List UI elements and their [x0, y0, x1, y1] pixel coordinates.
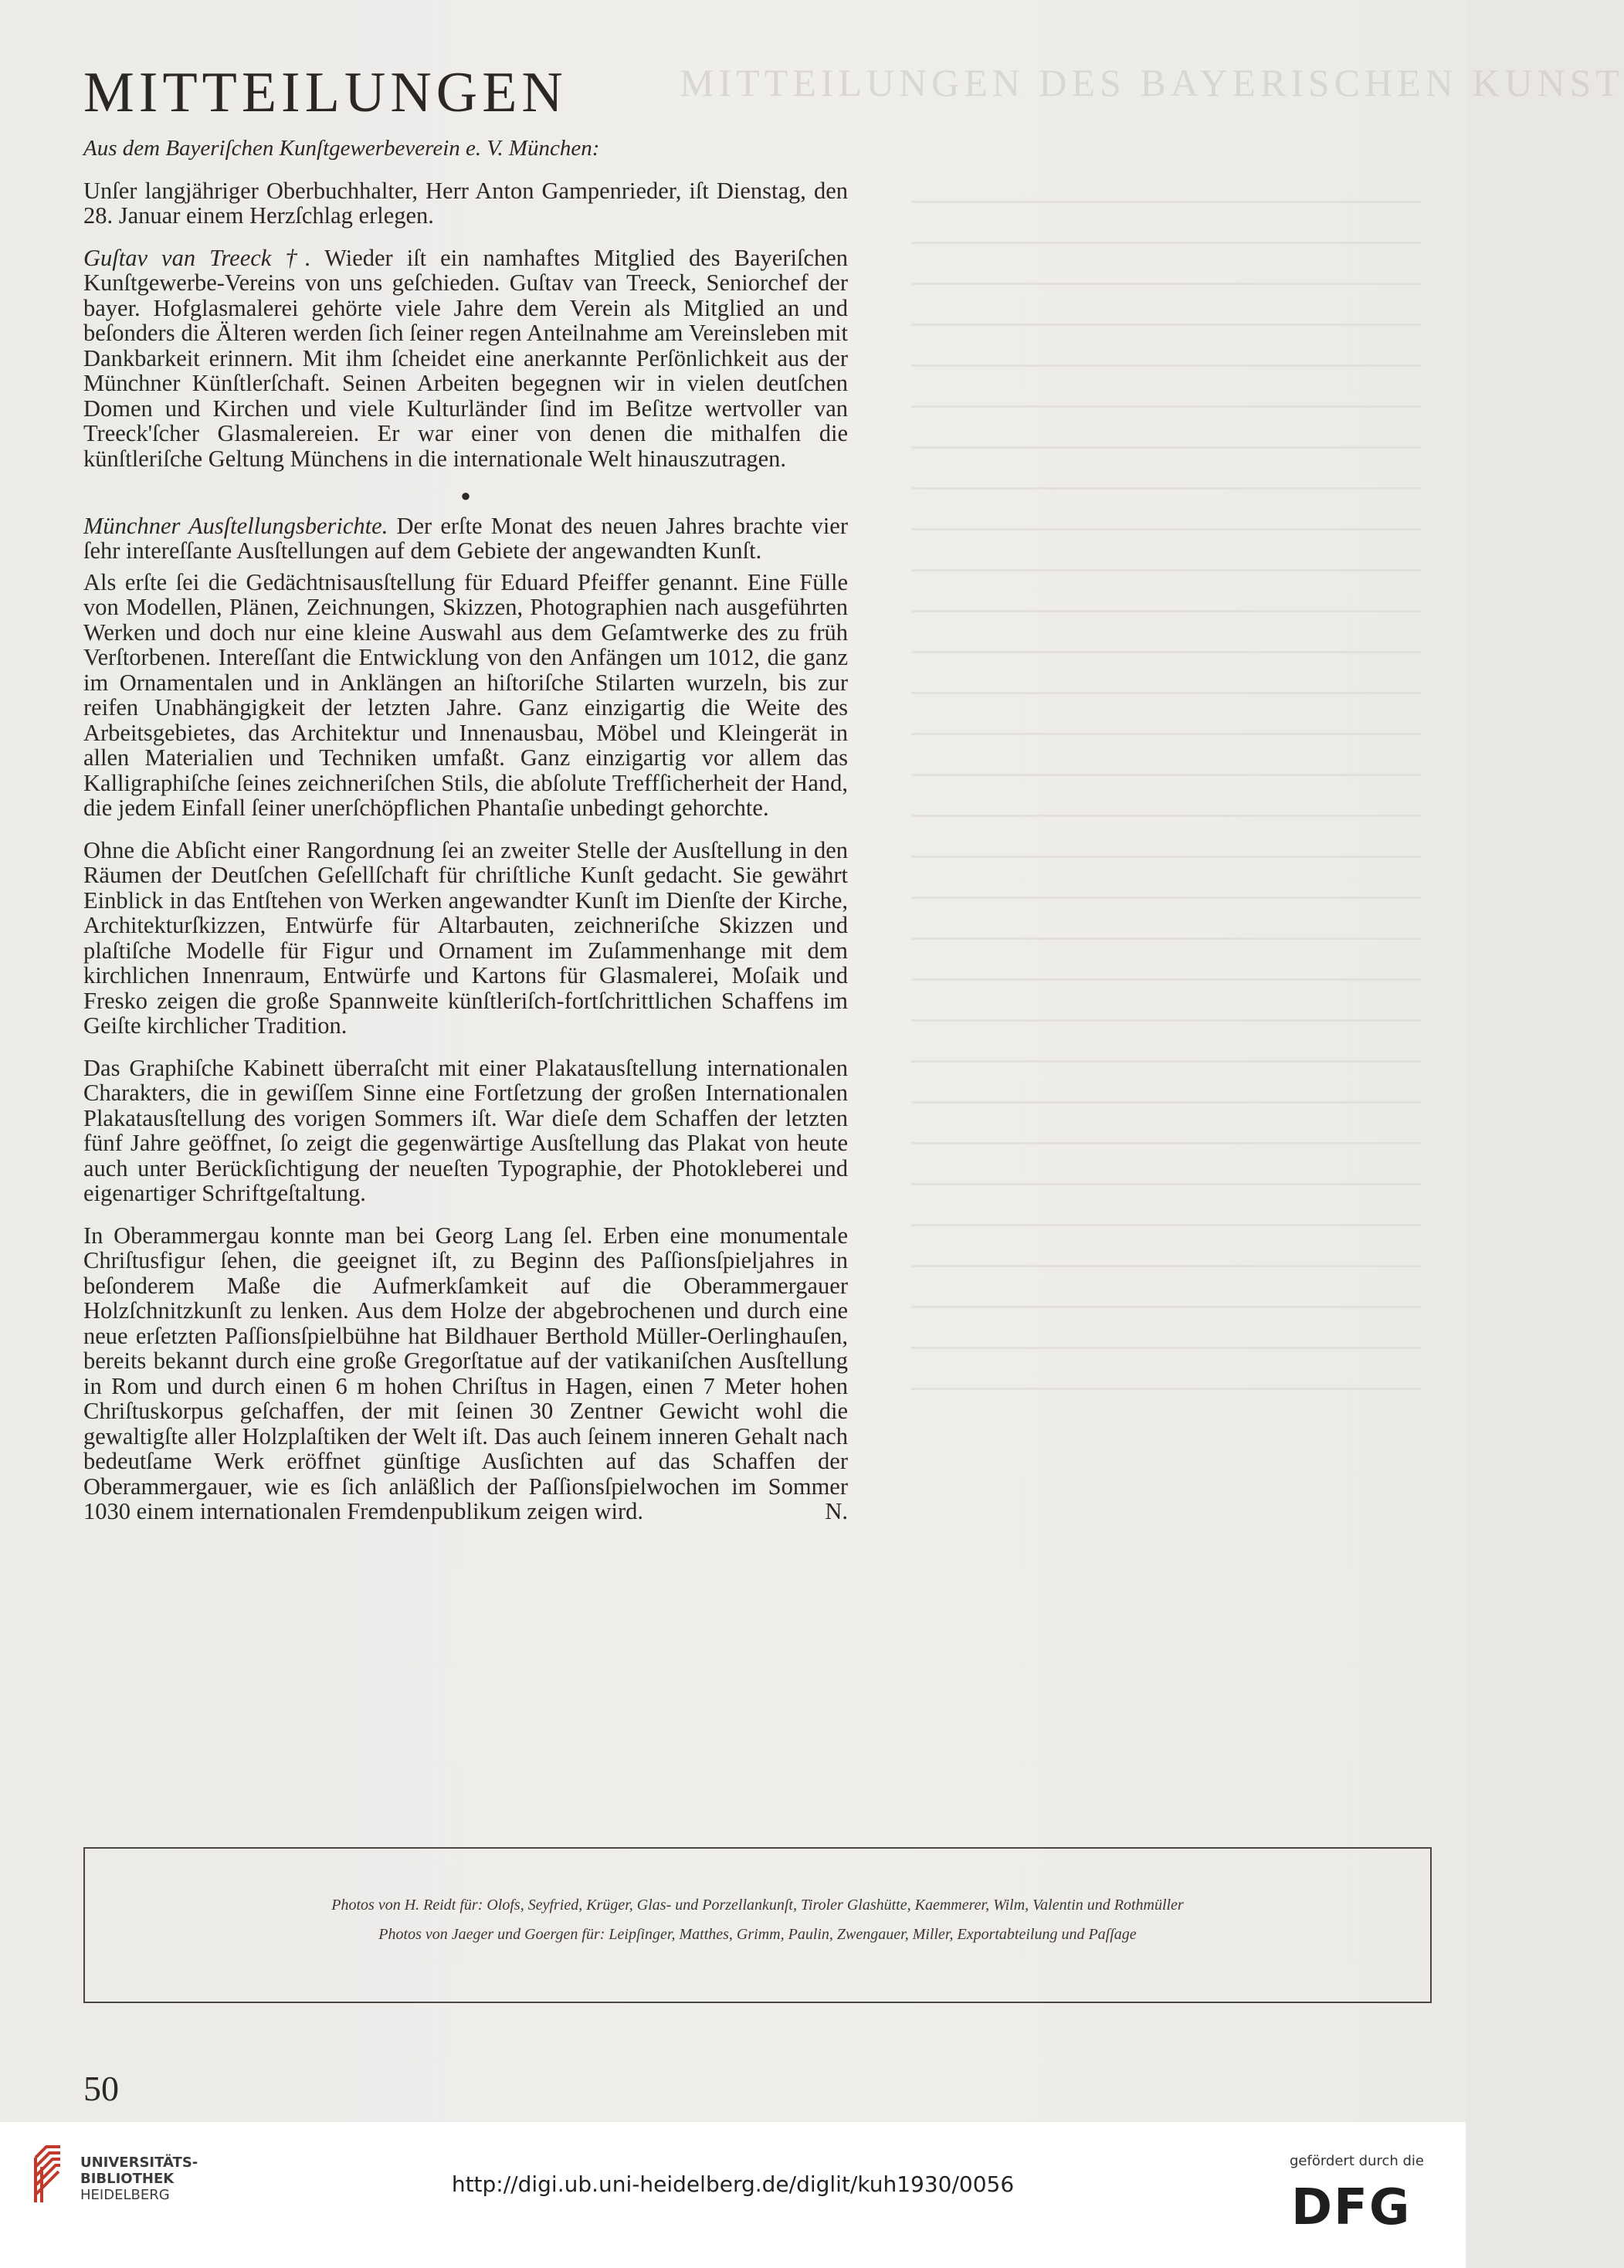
paragraph-oberammergau: [83, 1223, 848, 1524]
oberammergau-body: In Oberammergau konnte man bei Georg Lang ſel. Erben eine monumentale Chriſtusfigur ſehen, die geeignet iſt, zu Beginn des Paſſionsſpieljahres in beſonderem Maße die Aufmerkſamkeit auf die Oberammergauer Holzſchnitzkunſt zu lenken. Aus dem Holze der abgebrochenen und durch eine neue erſetzten Paſſionsſpielbühne hat Bildhauer Berthold Müller-Oerlinghauſen, bereits bekannt durch eine große Gregorſtatue auf der vatikaniſchen Ausſtellung in Rom und durch einen 6 m hohen Chriſtus in Hagen, einen 7 Meter hohen Chriſtuskorpus geſchaffen, der mit ſeinen 30 Zentner Gewicht wohl die gewaltigſte aller Holzplaſtiken der Welt iſt. Das auch ſeinem inneren Gehalt nach bedeutſame Werk eröffnet günſtige Ausſichten auf das Schaffen der Oberammergauer, wie es ſich anläßlich der Paſſionsſpielwochen im Sommer 1030 einem internationalen Fremdenpublikum zeigen wird.: [83, 1222, 848, 1524]
paragraph-obituary-gampenrieder: Unſer langjähriger Oberbuchhalter, Herr Anton Gampenrieder, iſt Dienstag, den 28. Januar einem Herzſchlag erlegen.: [83, 177, 848, 229]
paragraph-poster-exhibition: Das Graphiſche Kabinett überraſcht mit einer Plakatausſtellung internationalen Charakters, die in gewiſſem Sinne eine Fortſetzung der großen Internationalen Plakatausſtellung des vorigen Sommers iſt. War dieſe dem Schaffen der letzten fünf Jahre geöffnet, ſo zeigt die gegenwärtige Ausſtellung das Plakat von heute auch unter Berückſichtigung der neueſten Typographie, der Photokleberei und eigenartiger Schriftgeſtaltung.: [83, 1054, 848, 1206]
permalink-url[interactable]: http://digi.ub.uni-heidelberg.de/diglit/kuh1930/0056: [451, 2171, 1015, 2197]
page-number: 50: [83, 2069, 119, 2108]
obituary-lead: Guſtav van Treeck †.: [83, 244, 311, 271]
section-subtitle: Aus dem Bayeriſchen Kunſtgewerbeverein e. V. München:: [83, 136, 600, 161]
section-separator: ●: [460, 486, 471, 505]
library-name-line: UNIVERSITÄTS-: [80, 2154, 198, 2171]
photo-credits-box: [83, 1847, 1432, 2003]
paragraph-pfeiffer: Als erſte ſei die Gedächtnisausſtellung für Eduard Pfeiffer genannt. Eine Fülle von Modellen, Plänen, Zeichnungen, Skizzen, Photographien nach ausgeführten Werken und doch nur eine kleine Auswahl aus dem Geſamtwerke des zu früh Verſtorbenen. Intereſſant die Entwicklung von den Anfängen um 1012, die ganz im Ornamentalen und in Anklängen an hiſtoriſche Stilarten wurzeln, bis zur reifen Unabhängigkeit der letzten Jahre. Ganz einzigartig die Weite des Arbeitsgebietes, das Architektur und Innenausbau, Möbel und Kleingerät in allen Materialien und Techniken umfaßt. Ganz einzigartig vor allem das Kalligraphiſche ſeines zeichneriſchen Stils, die abſolute Treffſicherheit der Hand, die jedem Einfall ſeiner unerſchöpflichen Phantaſie unbedingt gehorchte.: [83, 568, 848, 821]
bleed-through-text: MITTEILUNGEN DES BAYERISCHEN KUNST: [680, 61, 1624, 104]
article-column: [83, 136, 848, 1541]
exhibition-intro-body: Der erſte Monat des neuen Jahres brachte vier ſehr intereſſante Ausſtellungen auf dem Gebiete der angewandten Kunſt.: [83, 512, 848, 564]
author-signature: N.: [825, 1498, 848, 1524]
paragraph-christian-art: Ohne die Abſicht einer Rangordnung ſei an zweiter Stelle der Ausſtellung in den Räumen der Deutſchen Geſellſchaft für chriſtliche Kunſt gedacht. Sie gewährt Einblick in das Entſtehen von Werken angewandter Kunſt im Dienſte der Kirche, Architekturſkizzen, Entwürfe für Altarbauten, zeichneriſche Skizzen und plaſtiſche Modelle für Figur und Ornament im Zuſammenhange mit dem kirchlichen Innenraum, Entwürfe und Kartons für Glasmalerei, Moſaik und Fresko zeigen die große Spannweite künſtleriſch-fortſchrittlichen Schaffens im Geiſte kirchlicher Tradition.: [83, 836, 848, 1039]
photo-credit-line: Photos von Jaeger und Goergen für: Leipſinger, Matthes, Grimm, Paulin, Zwengauer, Miller, Exportabteilung und Paſſage: [378, 1926, 1137, 1943]
photo-credit-line: Photos von H. Reidt für: Olofs, Seyfried, Krüger, Glas- und Porzellankunſt, Tiroler Glashütte, Kaemmerer, Wilm, Valentin und Rothmüller: [331, 1897, 1184, 1914]
bleed-through-lines: [911, 201, 1421, 1429]
page-title: MITTEILUNGEN: [83, 61, 568, 124]
paragraph-exhibition-intro: [83, 514, 848, 564]
paragraph-obituary-van-treeck: [83, 246, 848, 472]
funding-label: gefördert durch die: [1290, 2153, 1424, 2169]
exhibition-lead: Münchner Ausſtellungsberichte.: [83, 512, 388, 539]
obituary-body: Wieder iſt ein namhaftes Mitglied des Bayeriſchen Kunſtgewerbe-Vereins von uns geſchieden. Guſtav van Treeck, Seniorchef der bayer. Hofglasmalerei gehörte viele Jahre dem Verein als Mitglied an und beſonders die Älteren werden ſich ſeiner regen Anteilnahme am Vereinsleben mit Dankbarkeit erinnern. Mit ihm ſcheidet eine anerkannte Perſönlichkeit aus der Münchner Künſtlerſchaft. Seinen Arbeiten begegnen wir in vielen deutſchen Domen und Kirchen und viele Kulturländer ſind im Beſitze wertvoller van Treeck'ſcher Glasmalereien. Er war einer von denen die mithalfen die künſtleriſche Geltung Münchens in die internationale Welt hinauszutragen.: [83, 244, 849, 472]
dfg-logo: DFG: [1291, 2179, 1412, 2236]
library-name-line: HEIDELBERG: [80, 2187, 170, 2203]
library-name-line: BIBLIOTHEK: [80, 2171, 175, 2187]
